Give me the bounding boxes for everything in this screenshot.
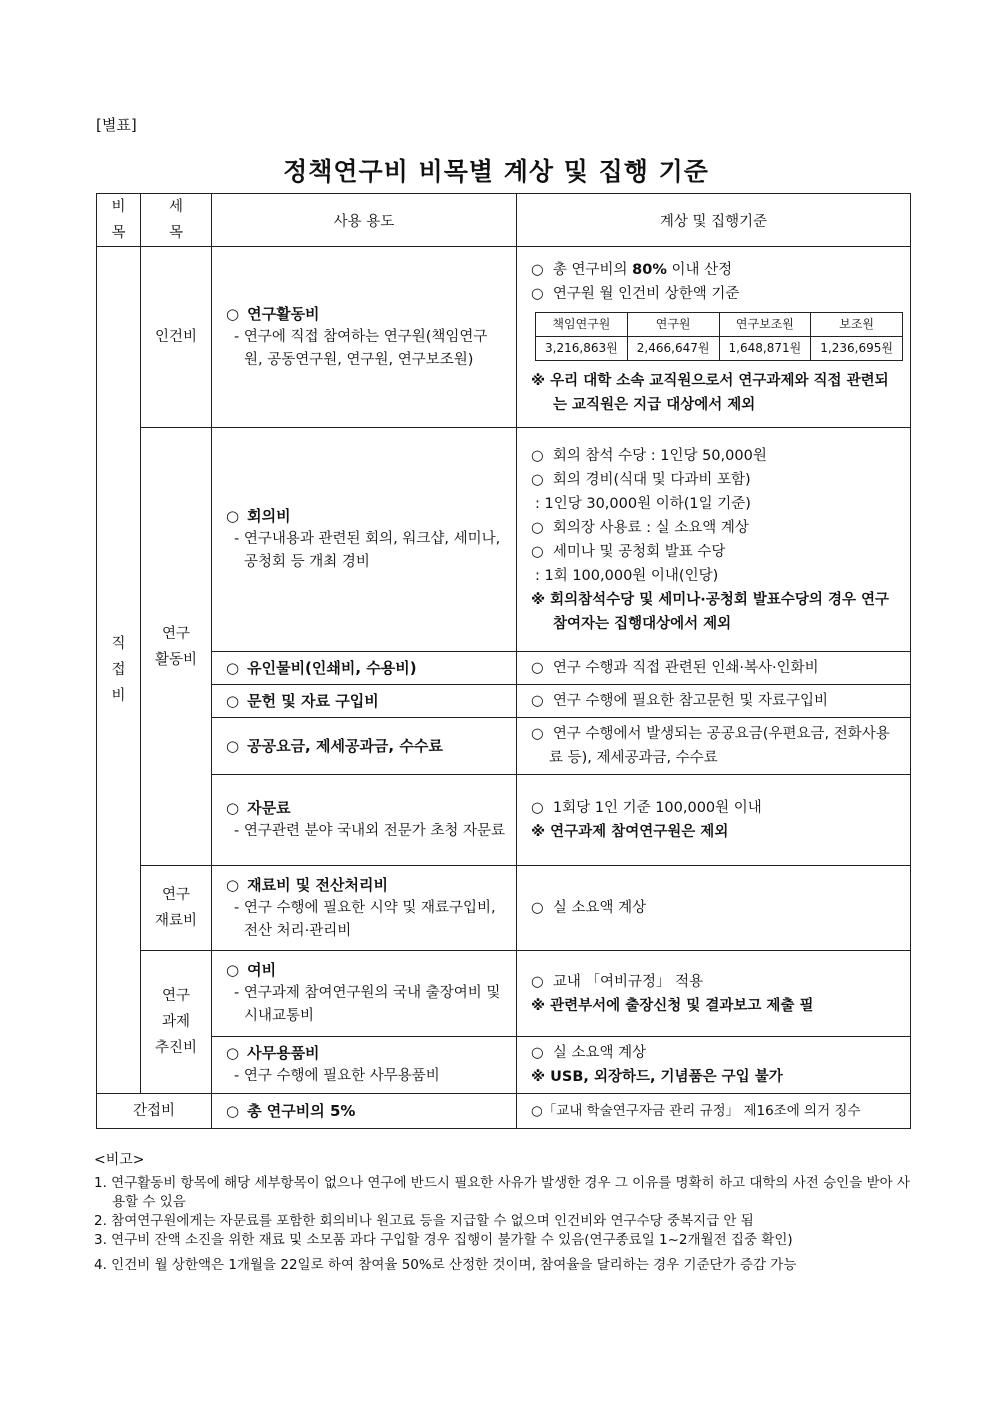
criteria-cell: ○ 연구 수행에서 발생되는 공공요금(우편요금, 전화사용료 등), 제세공과금, 수수료: [517, 718, 911, 775]
criteria-cell: ○ 회의 참석 수당 : 1인당 50,000원 ○ 회의 경비(식대 및 다과비 포함) : 1인당 30,000원 이하(1일 기준) ○ 회의장 사용료 : 실 소요액 계상 ○ 세미나 및 공청회 발표 수당 : 1회 100,000원 이내(인당) ※ 회의참석수당 및 세미나·공청회 발표수당의 경우 연구참여자는 집행대상에서 제외: [517, 428, 911, 652]
criteria-cell: ○ 실 소요액 계상: [517, 866, 911, 951]
subcategory-project: 연구 과제 추진비: [141, 951, 212, 1094]
usage-cell: ○ 문헌 및 자료 구입비: [212, 685, 517, 718]
salary-value: 3,216,863원: [536, 336, 628, 360]
usage-cell: ○ 유인물비(인쇄비, 수용비): [212, 652, 517, 685]
criteria-cell: ○ 교내 「여비규정」 적용 ※ 관련부서에 출장신청 및 결과보고 제출 필: [517, 951, 911, 1037]
salary-cap-table: [535, 312, 903, 361]
remark-item: 1. 연구활동비 항목에 해당 세부항목이 없으나 연구에 반드시 필요한 사유가 발생한 경우 그 이유를 명확히 하고 대학의 사전 승인을 받아 사용할 수 있음: [94, 1175, 910, 1210]
annex-tag: [별표]: [96, 116, 137, 134]
table-row: [97, 951, 911, 1037]
salary-value: 2,466,647원: [627, 336, 719, 360]
remark-item: 3. 연구비 잔액 소진을 위한 재료 및 소모품 과다 구입할 경우 집행이 불가할 수 있음(연구종료일 1~2개월전 집중 확인): [94, 1232, 793, 1248]
salary-value: 1,236,695원: [811, 336, 903, 360]
table-row: [97, 652, 911, 685]
usage-cell: ○ 연구활동비 - 연구에 직접 참여하는 연구원(책임연구원, 공동연구원, 연구원, 연구보조원): [212, 247, 517, 428]
budget-criteria-table: [96, 193, 911, 1129]
remark-item: 2. 참여연구원에게는 자문료를 포함한 회의비나 원고료 등을 지급할 수 없으며 인건비와 연구수당 중복지급 안 됨: [94, 1213, 754, 1229]
table-row: [97, 685, 911, 718]
usage-cell: ○ 회의비 - 연구내용과 관련된 회의, 워크샵, 세미나, 공청회 등 개최 경비: [212, 428, 517, 652]
criteria-cell: ○ 연구 수행에 필요한 참고문헌 및 자료구입비: [517, 685, 911, 718]
table-row: [97, 718, 911, 775]
category-indirect-cost: 간접비: [97, 1094, 212, 1129]
criteria-cell: ○ 연구 수행과 직접 관련된 인쇄·복사·인화비: [517, 652, 911, 685]
header-usage: 사용 용도: [212, 194, 517, 247]
remarks-section: [94, 1151, 914, 1275]
table-row: [97, 866, 911, 951]
table-row: [97, 428, 911, 652]
usage-cell: ○ 여비 - 연구과제 참여연구원의 국내 출장여비 및 시내교통비: [212, 951, 517, 1037]
table-row: [97, 1037, 911, 1094]
salary-header: 보조원: [811, 312, 903, 336]
table-row: [97, 775, 911, 866]
usage-cell: ○ 총 연구비의 5%: [212, 1094, 517, 1129]
criteria-cell: ○ 실 소요액 계상 ※ USB, 외장하드, 기념품은 구입 불가: [517, 1037, 911, 1094]
header-criteria: 계상 및 집행기준: [517, 194, 911, 247]
usage-cell: ○ 재료비 및 전산처리비 - 연구 수행에 필요한 시약 및 재료구입비, 전산 처리·관리비: [212, 866, 517, 951]
salary-header: 연구보조원: [719, 312, 811, 336]
table-row: [97, 1094, 911, 1129]
criteria-cell: ○ 총 연구비의 80% 이내 산정 ○ 연구원 월 인건비 상한액 기준 책임연구원 연구원 연구보조원 보조원 3,216,863원 2,466,647원 1,648,871원 1,236,695원 ※ 우리 대학 소속 교직원으로서 연구과제와 직접 관련되는 교직원은 지급 대상에서 제외: [517, 247, 911, 428]
salary-value: 1,648,871원: [719, 336, 811, 360]
subcategory-material: 연구 재료비: [141, 866, 212, 951]
criteria-cell: ○「교내 학술연구자금 관리 규정」 제16조에 의거 징수: [517, 1094, 911, 1129]
remarks-heading: <비고>: [94, 1152, 145, 1168]
remark-item: 4. 인건비 월 상한액은 1개월을 22일로 하여 참여율 50%로 산정한 것이며, 참여율을 달리하는 경우 기준단가 증감 가능: [94, 1257, 797, 1273]
salary-header: 연구원: [627, 312, 719, 336]
usage-cell: ○ 공공요금, 제세공과금, 수수료: [212, 718, 517, 775]
category-direct-cost: 직 접 비: [97, 247, 141, 1094]
table-row: [97, 247, 911, 428]
header-subcategory: 세 목: [141, 194, 212, 247]
criteria-cell: ○ 1회당 1인 기준 100,000원 이내 ※ 연구과제 참여연구원은 제외: [517, 775, 911, 866]
salary-header: 책임연구원: [536, 312, 628, 336]
table-header-row: [97, 194, 911, 247]
usage-cell: ○ 자문료 - 연구관련 분야 국내외 전문가 초청 자문료: [212, 775, 517, 866]
subcategory-personnel: 인건비: [141, 247, 212, 428]
header-category: 비 목: [97, 194, 141, 247]
subcategory-activity: 연구 활동비: [141, 428, 212, 866]
document-title: 정책연구비 비목별 계상 및 집행 기준: [283, 157, 709, 186]
usage-cell: ○ 사무용품비 - 연구 수행에 필요한 사무용품비: [212, 1037, 517, 1094]
